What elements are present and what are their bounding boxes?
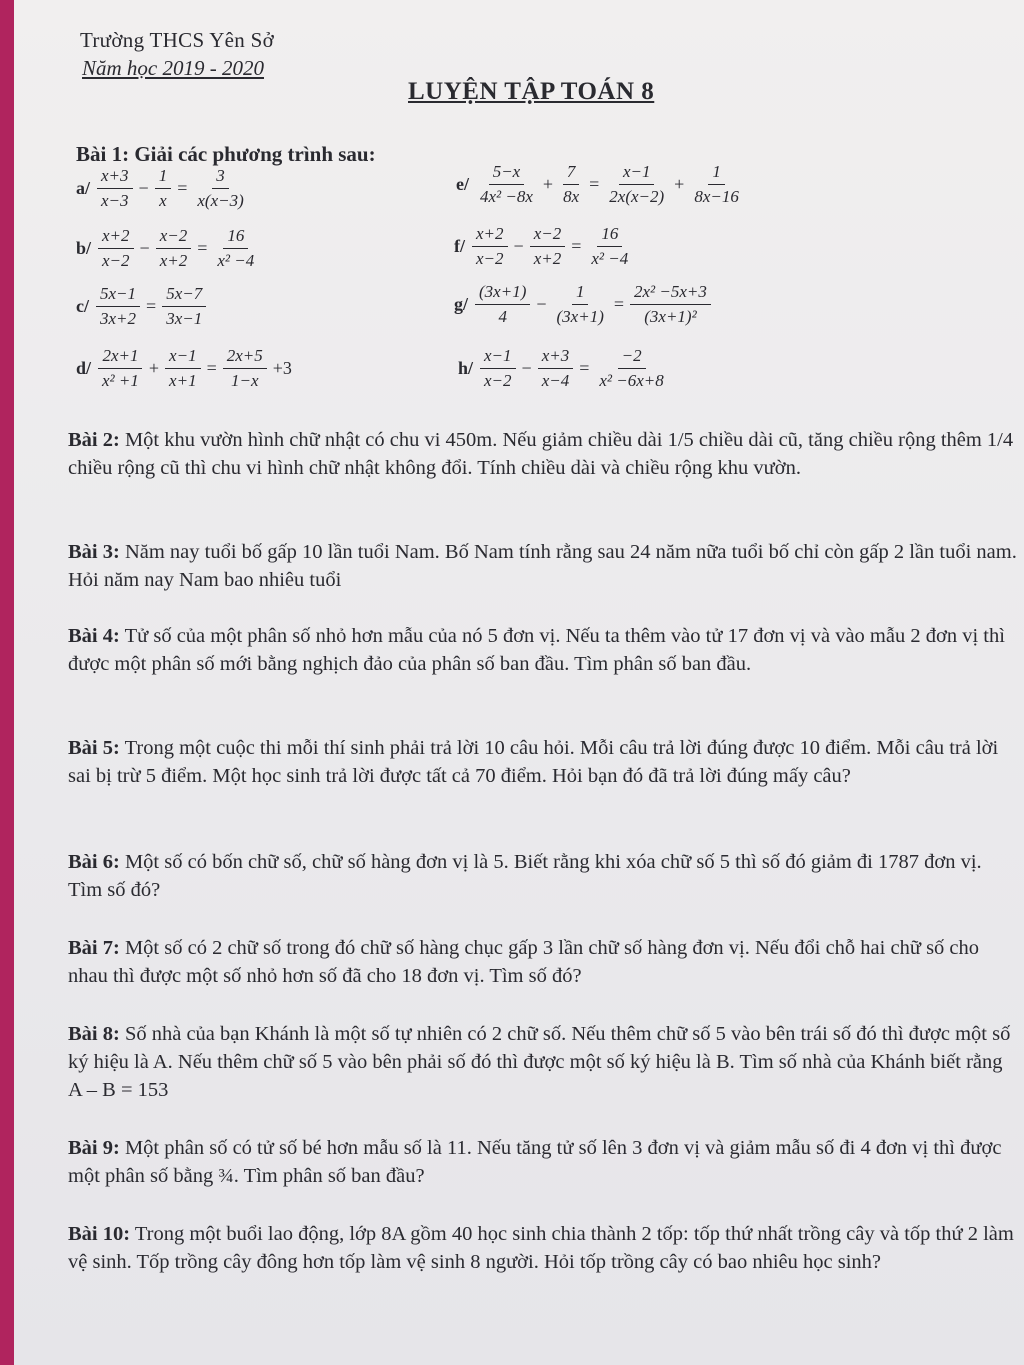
problem-label: Bài 3:	[68, 541, 120, 563]
fraction	[480, 346, 516, 391]
operator: −	[139, 238, 150, 258]
numerator: 2x+1	[98, 346, 142, 369]
problem-bai6	[68, 848, 1020, 904]
denominator: 8x	[563, 187, 580, 206]
equals-sign: =	[206, 358, 217, 378]
problem-label: Bài 6:	[68, 851, 120, 873]
numerator: −2	[618, 346, 646, 369]
fraction	[156, 226, 192, 271]
numerator: 2x² −5x+3	[630, 282, 711, 305]
fraction	[98, 226, 134, 271]
operator: +	[148, 358, 160, 378]
numerator: 16	[597, 224, 622, 247]
equation-label: d/	[76, 358, 92, 378]
denominator: x² −6x+8	[599, 371, 664, 390]
page-title: LUYỆN TẬP TOÁN 8	[408, 78, 655, 105]
numerator: 1	[155, 166, 172, 189]
denominator: (3x+1)²	[644, 307, 697, 326]
equals-sign: =	[177, 178, 188, 198]
problem-text: Một khu vườn hình chữ nhật có chu vi 450m. Nếu giảm chiều dài 1/5 chiều dài cũ, tăng chiều rộng thêm 1/4 chiều rộng cũ thì chu vi hình chữ nhật không đổi. Tính chiều dài và chiều rộng khu vườn.	[68, 429, 1014, 479]
equation-label: f/	[454, 236, 465, 256]
problem-label: Bài 10:	[68, 1223, 131, 1245]
equation-a	[76, 166, 251, 211]
numerator: 3	[212, 166, 229, 189]
equals-sign: =	[613, 294, 625, 314]
problem-text: Một số có 2 chữ số trong đó chữ số hàng chục gấp 3 lần chữ số hàng đơn vị. Nếu đổi chỗ hai chữ số cho nhau thì được một số nhỏ hơn số đã cho 18 đơn vị. Tìm số đó?	[68, 937, 980, 987]
fraction	[553, 282, 608, 327]
equation-h	[458, 346, 671, 391]
numerator: x+3	[538, 346, 574, 369]
problem-text: Một phân số có tử số bé hơn mẫu số là 11. Nếu tăng tử số lên 3 đơn vị và giảm mẫu số đi 4 đơn vị thì được một phân số bằng ¾. Tìm phân số ban đầu?	[68, 1137, 1002, 1187]
numerator: 16	[223, 226, 248, 249]
denominator: x−2	[102, 251, 130, 270]
equation-label: b/	[76, 238, 92, 258]
fraction	[98, 346, 143, 391]
numerator: 5x−7	[162, 284, 206, 307]
problem-bai7	[68, 934, 1020, 990]
denominator: x	[159, 191, 167, 210]
numerator: 5x−1	[96, 284, 140, 307]
problem-label: Bài 4:	[68, 625, 120, 647]
problem-bai3	[68, 538, 1020, 594]
fraction	[162, 284, 206, 329]
numerator: 1	[572, 282, 589, 305]
fraction	[605, 162, 668, 207]
denominator: x(x−3)	[197, 191, 244, 210]
fraction	[538, 346, 574, 391]
fraction	[223, 346, 267, 391]
operator: +	[674, 174, 685, 194]
fraction	[476, 162, 537, 207]
denominator: x−4	[541, 371, 570, 390]
problem-bai5	[68, 734, 1020, 790]
problem-label: Bài 2:	[68, 429, 120, 451]
problem-text: Số nhà của bạn Khánh là một số tự nhiên có 2 chữ số. Nếu thêm chữ số 5 vào bên trái số đó thì được một số ký hiệu là A. Nếu thêm chữ số 5 vào bên phải số đó thì được một số ký hiệu là B. Tìm số nhà của Khánh biết rằng A – B = 153	[68, 1023, 1011, 1101]
equation-b	[76, 226, 261, 271]
fraction	[193, 166, 247, 211]
equation-label: h/	[458, 358, 474, 378]
equation-e	[456, 162, 746, 207]
equals-sign: =	[146, 296, 157, 316]
equation-label: g/	[454, 294, 469, 314]
numerator: x+3	[97, 166, 133, 189]
equals-sign: =	[571, 236, 582, 256]
fraction	[165, 346, 201, 391]
numerator: x+2	[472, 224, 508, 247]
problem-bai8	[68, 1020, 1020, 1104]
denominator: 2x(x−2)	[609, 187, 665, 206]
worksheet-paper	[14, 0, 1024, 1365]
equals-sign: =	[197, 238, 208, 258]
denominator: 1−x	[230, 371, 259, 390]
denominator: 3x+2	[100, 309, 137, 328]
operator: −	[521, 358, 532, 378]
bai1-heading: Bài 1: Giải các phương trình sau:	[76, 142, 376, 166]
numerator: (3x+1)	[475, 282, 530, 305]
equation-label: a/	[76, 178, 91, 198]
equation-label: c/	[76, 296, 89, 316]
denominator: x² −4	[591, 249, 629, 268]
fraction	[213, 226, 258, 271]
problem-text: Năm nay tuổi bố gấp 10 lần tuổi Nam. Bố Nam tính rằng sau 24 năm nữa tuổi bố chỉ còn gấp 2 lần tuổi nam. Hỏi năm nay Nam bao nhiêu tuổi	[68, 541, 1017, 591]
constant-term: +3	[272, 358, 292, 378]
problem-text: Một số có bốn chữ số, chữ số hàng đơn vị là 5. Biết rằng khi xóa chữ số 5 thì số đó giảm đi 1787 đơn vị. Tìm số đó?	[68, 851, 982, 901]
numerator: x−2	[530, 224, 566, 247]
problem-label: Bài 5:	[68, 737, 120, 759]
denominator: 4	[498, 307, 507, 326]
denominator: (3x+1)	[556, 307, 604, 326]
fraction	[472, 224, 508, 269]
school-name: Trường THCS Yên Sở	[80, 28, 275, 52]
numerator: 5−x	[489, 162, 525, 185]
denominator: x−2	[476, 249, 504, 268]
denominator: 3x−1	[166, 309, 203, 328]
equation-f	[454, 224, 635, 269]
equation-c	[76, 284, 209, 329]
denominator: x² −4	[217, 251, 255, 270]
equation-label: e/	[456, 174, 469, 194]
numerator: 7	[563, 162, 580, 185]
operator: −	[513, 236, 524, 256]
equals-sign: =	[579, 358, 590, 378]
denominator: x−3	[101, 191, 129, 210]
problem-text: Tử số của một phân số nhỏ hơn mẫu của nó 5 đơn vị. Nếu ta thêm vào tử 17 đơn vị và vào mẫu 2 đơn vị thì được một phân số mới bằng nghịch đảo của phân số ban đầu. Tìm phân số ban đầu.	[68, 625, 1005, 675]
denominator: 8x−16	[694, 187, 739, 206]
school-year: Năm học 2019 - 2020	[82, 56, 264, 80]
numerator: x−2	[156, 226, 192, 249]
numerator: x−1	[619, 162, 655, 185]
numerator: x−1	[480, 346, 516, 369]
problem-bai4	[68, 622, 1020, 678]
denominator: 4x² −8x	[480, 187, 533, 206]
problem-bai9	[68, 1134, 1020, 1190]
fraction	[97, 166, 133, 211]
operator: −	[536, 294, 547, 314]
problem-bai2	[68, 426, 1020, 482]
operator: +	[542, 174, 554, 194]
equals-sign: =	[589, 174, 600, 194]
problem-text: Trong một buổi lao động, lớp 8A gồm 40 học sinh chia thành 2 tốp: tốp thứ nhất trồng cây và tốp thứ 2 làm vệ sinh. Tốp trồng cây đông hơn tốp làm vệ sinh 8 người. Hỏi tốp trồng cây có bao nhiêu học sinh?	[68, 1223, 1014, 1273]
equation-g	[454, 282, 714, 327]
problem-label: Bài 9:	[68, 1137, 120, 1159]
fraction	[155, 166, 172, 211]
problem-text: Trong một cuộc thi mỗi thí sinh phải trả lời 10 câu hỏi. Mỗi câu trả lời đúng được 10 điểm. Mỗi câu trả lời sai bị trừ 5 điểm. Một học sinh trả lời được tất cả 70 điểm. Hỏi bạn đó đã trả lời đúng mấy câu?	[68, 737, 999, 787]
equation-d	[76, 346, 295, 391]
problem-bai10	[68, 1220, 1020, 1276]
denominator: x+2	[533, 249, 562, 268]
fraction	[559, 162, 583, 207]
numerator: 2x+5	[223, 346, 267, 369]
fraction	[690, 162, 743, 207]
fraction	[630, 282, 711, 327]
numerator: x+2	[98, 226, 134, 249]
fraction	[595, 346, 667, 391]
fraction	[587, 224, 632, 269]
denominator: x+1	[169, 371, 197, 390]
denominator: x−2	[484, 371, 512, 390]
numerator: 1	[708, 162, 725, 185]
problem-label: Bài 7:	[68, 937, 120, 959]
numerator: x−1	[165, 346, 201, 369]
fraction	[475, 282, 530, 327]
fraction	[96, 284, 140, 329]
problem-label: Bài 8:	[68, 1023, 120, 1045]
denominator: x+2	[159, 251, 188, 270]
denominator: x² +1	[102, 371, 139, 390]
fraction	[530, 224, 566, 269]
operator: −	[138, 178, 149, 198]
